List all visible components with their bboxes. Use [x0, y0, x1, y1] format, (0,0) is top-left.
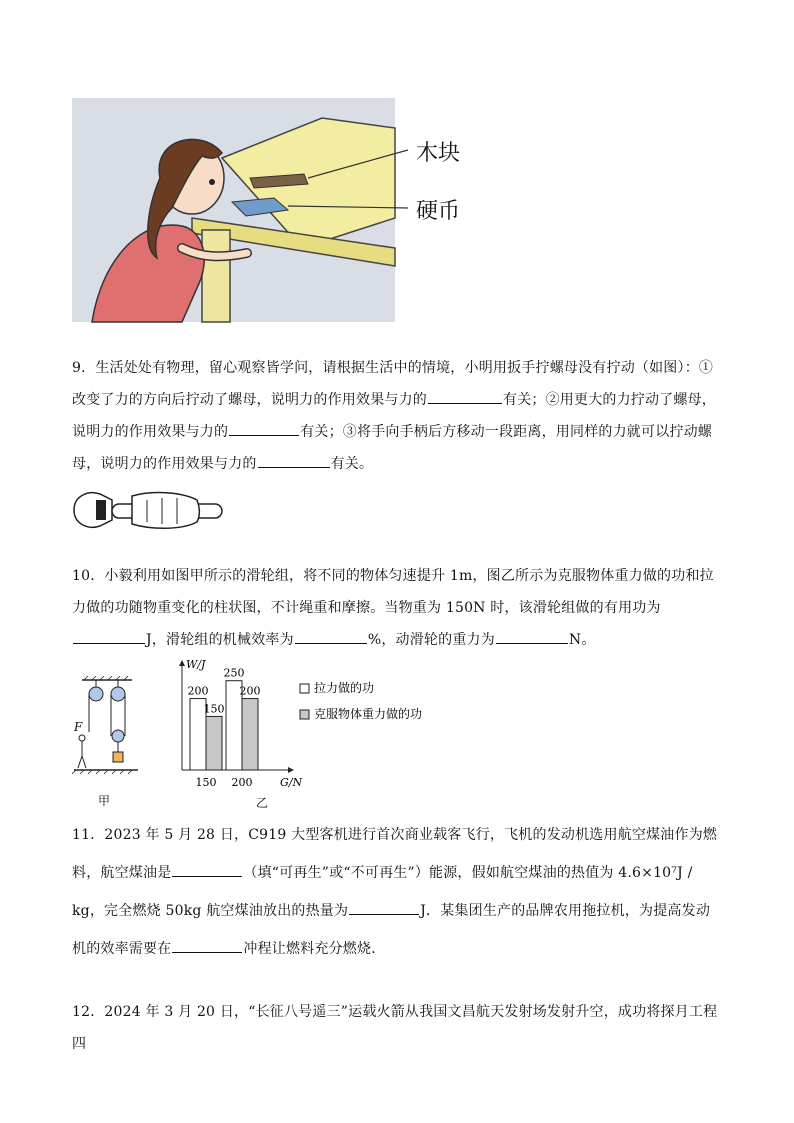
- q11-text-2: （填“可再生”或“不可再生”）能源，假如航空煤油的热值为 4.6×10⁷J / kg，完全燃烧 50kg 航空煤油放出的热量为: [72, 865, 693, 919]
- q11-text-3: J．某集团生产的品牌农用拖拉机，为提高发动机的效率需要在: [72, 903, 711, 957]
- x-axis-arrow: [288, 767, 294, 773]
- bar: [242, 699, 258, 770]
- y-axis-arrow: [179, 660, 185, 666]
- bar-chart: [170, 656, 460, 796]
- bar-data-label: 200: [187, 684, 209, 698]
- x-tick-label: 150: [195, 776, 217, 789]
- q10-blank-1[interactable]: [73, 625, 145, 644]
- q9-blank-3[interactable]: [258, 449, 330, 468]
- bar-chart-svg: [170, 656, 460, 796]
- q9-text-1: 9．生活处处有物理，留心观察皆学问，请根据生活中的情境，小明用扳手拧螺母没有拧动（如图）：①改变了力的方向后拧动了螺母，说明力的作用效果与力的: [72, 360, 714, 408]
- bar-data-label: 200: [239, 684, 261, 698]
- question-10: [72, 560, 722, 656]
- legend-label: 克服物体重力做的功: [314, 707, 423, 721]
- q11-blank-2[interactable]: [349, 896, 419, 915]
- q9-text-2: 有关；②用更大的力拧动了螺母，说明力的作用效果与力的: [72, 392, 716, 440]
- question-9: [72, 352, 722, 480]
- question-12: [72, 996, 722, 1060]
- legend-label: 拉力做的功: [314, 681, 375, 695]
- q10-text-2: J，滑轮组的机械效率为: [146, 632, 294, 648]
- x-axis-label: G/N: [280, 776, 303, 789]
- bar-data-label: 150: [203, 702, 225, 716]
- figure-girl-table: [72, 98, 472, 324]
- y-axis-label: W/J: [186, 658, 206, 671]
- q9-text-4: 有关。: [330, 456, 374, 472]
- q10-blank-2[interactable]: [295, 625, 367, 644]
- label-coin: 硬币: [416, 199, 461, 224]
- q11-blank-3[interactable]: [172, 934, 242, 953]
- pulley-illustration: [72, 676, 142, 776]
- q9-blank-1[interactable]: [428, 385, 502, 404]
- bar: [206, 716, 222, 770]
- q11-text-1: 11．2023 年 5 月 28 日，C919 大型客机进行首次商业载客飞行，飞机的发动机选用航空煤油作为燃料，航空煤油是: [72, 827, 718, 881]
- label-wood-block: 木块: [416, 141, 461, 166]
- q11-text-4: 冲程让燃料充分燃烧．: [243, 941, 386, 957]
- figure-pulley-system: [72, 676, 142, 776]
- q11-blank-1[interactable]: [172, 858, 242, 877]
- figure-label-yi: 乙: [256, 796, 269, 810]
- figure-label-jia: 甲: [98, 794, 111, 808]
- q9-text-3: 有关；③将手向手柄后方移动一段距离，用同样的力就可以拧动螺母，说明力的作用效果与力的: [72, 424, 713, 472]
- legend-swatch: [300, 684, 309, 693]
- q9-blank-2[interactable]: [229, 417, 299, 436]
- wrench-illustration: [72, 486, 232, 534]
- q10-text-1: 10．小毅利用如图甲所示的滑轮组，将不同的物体匀速提升 1m，图乙所示为克服物体重力做的功和拉力做的功随物重变化的柱状图，不计绳重和摩擦。当物重为 150N 时，该滑轮组做的有用功为: [72, 568, 714, 616]
- q10-text-4: N。: [568, 632, 596, 648]
- q12-text-1: 12．2024 年 3 月 20 日，“长征八号遥三”运载火箭从我国文昌航天发射场发射升空，成功将探月工程四: [72, 1004, 718, 1052]
- q10-text-3: %，动滑轮的重力为: [367, 632, 495, 648]
- force-label: F: [74, 720, 83, 734]
- girl-table-illustration: [72, 98, 472, 324]
- question-11: [72, 816, 722, 968]
- x-tick-label: 200: [231, 776, 253, 789]
- legend-swatch: [300, 710, 309, 719]
- q10-blank-3[interactable]: [496, 625, 568, 644]
- bar-data-label: 250: [223, 666, 245, 680]
- figure-wrench: [72, 486, 232, 534]
